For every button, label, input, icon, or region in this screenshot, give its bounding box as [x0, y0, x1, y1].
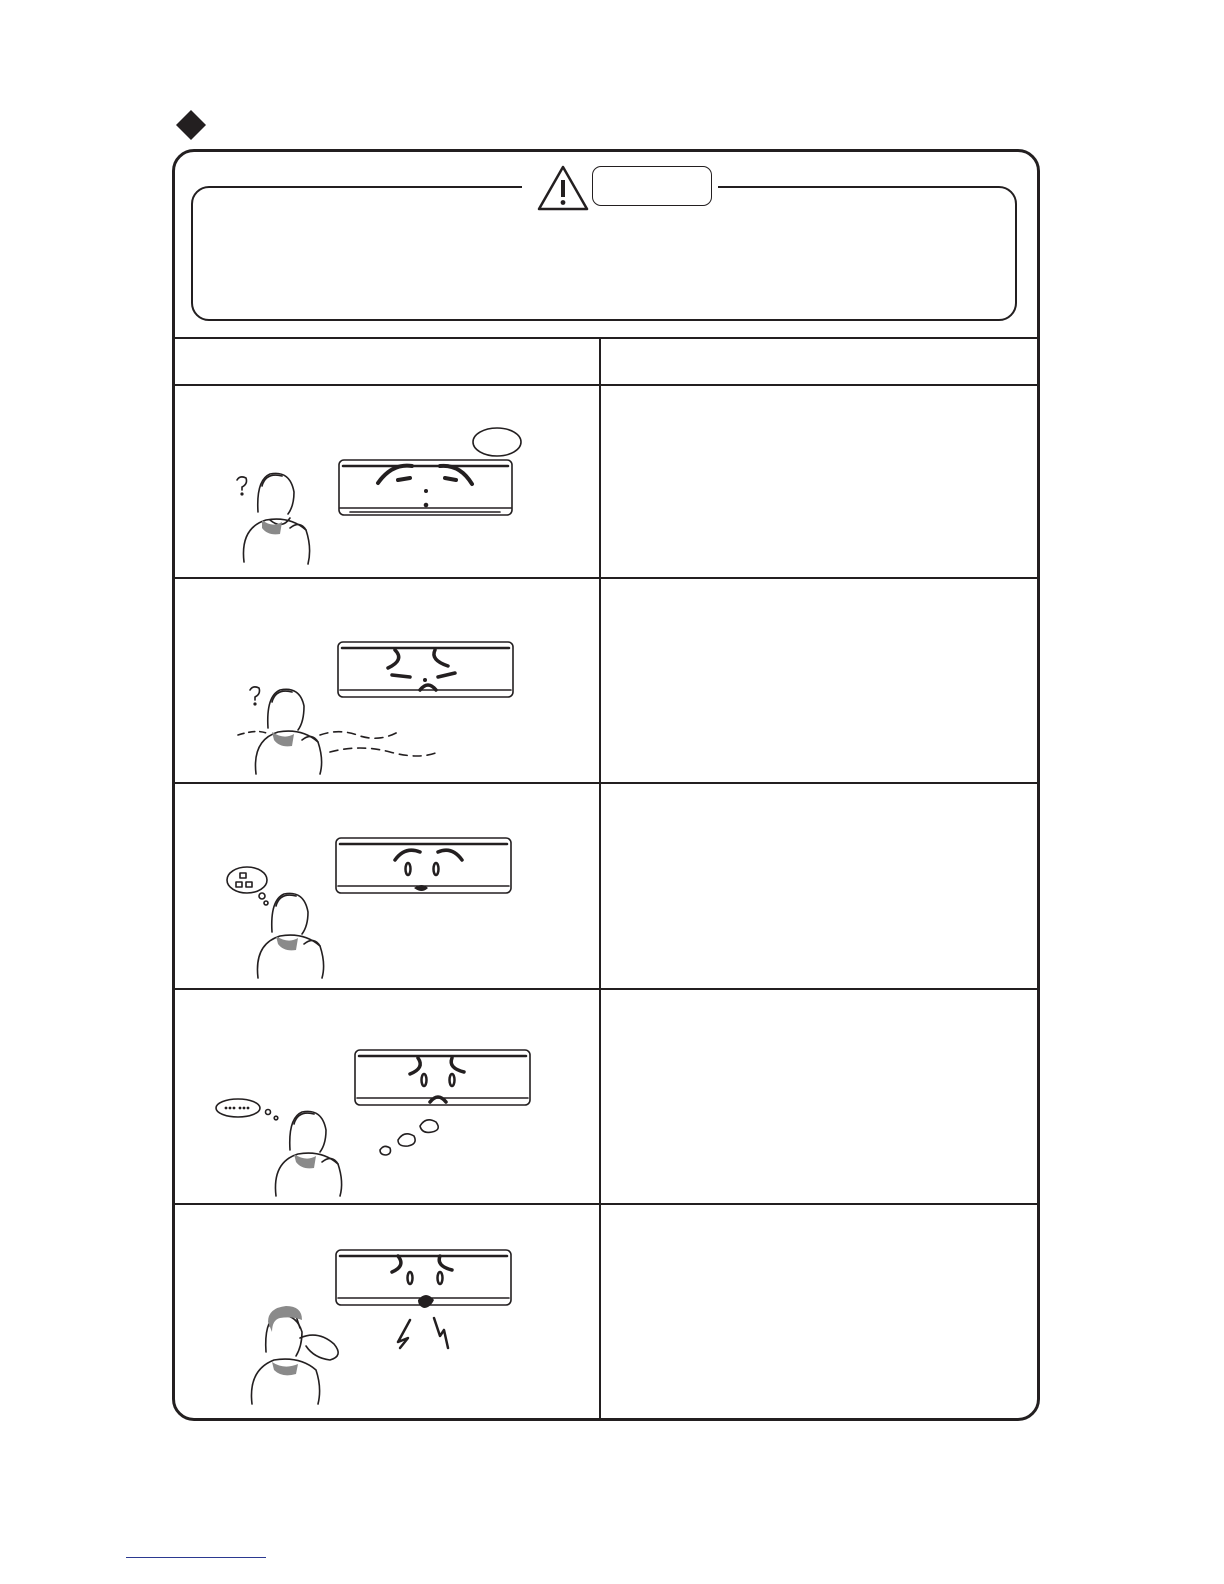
woman-puzzled-ac-airflow-illustration [230, 635, 520, 780]
woman-thinking-ac-illustration [220, 830, 520, 985]
footer-link-underline[interactable] [126, 1557, 266, 1558]
man-ac-electric-illustration [240, 1240, 520, 1410]
table-rule-header [175, 384, 1037, 386]
caution-label [592, 166, 712, 206]
diamond-icon [176, 110, 206, 140]
table-rule-row-4 [175, 1203, 1037, 1205]
caution-box [191, 186, 1017, 321]
warning-triangle-icon [536, 164, 590, 212]
table-rule-row-1 [175, 577, 1037, 579]
table-rule-top [175, 337, 1037, 339]
table-column-divider [599, 337, 601, 1419]
table-rule-row-3 [175, 988, 1037, 990]
woman-ac-smell-illustration [210, 1040, 535, 1200]
header-cause [602, 340, 1036, 384]
table-rule-row-2 [175, 782, 1037, 784]
woman-puzzled-ac-sound-illustration [220, 420, 530, 570]
header-phenomenon [176, 340, 598, 384]
